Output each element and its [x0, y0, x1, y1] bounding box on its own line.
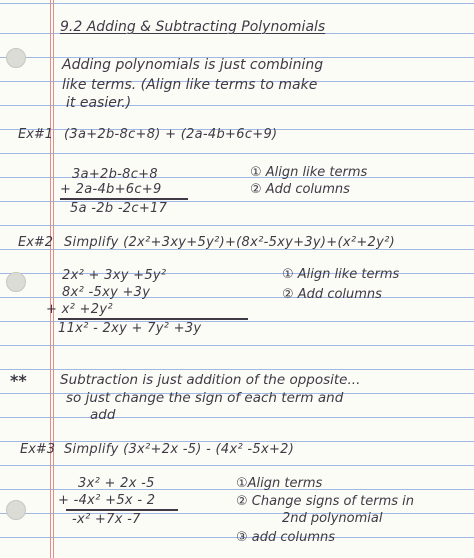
work-result: -x² +7x -7 — [72, 512, 141, 527]
example-problem: Simplify (2x²+3xy+5y²)+(8x²-5xy+3y)+(x²+2y²) — [64, 235, 395, 250]
margin-line — [50, 0, 51, 558]
binder-hole — [6, 272, 26, 292]
step: ①Align terms — [236, 476, 323, 491]
intro-line: Adding polynomials is just combining — [62, 57, 324, 73]
step: ① Align like terms — [250, 165, 368, 180]
example-label: Ex#3 — [20, 442, 56, 457]
work-row: 8x² -5xy +3y — [62, 285, 151, 300]
work-result: 11x² - 2xy + 7y² +3y — [58, 321, 202, 336]
step: ② Add columns — [282, 287, 382, 302]
note-marker: ** — [10, 371, 27, 390]
example-label: Ex#1 — [18, 127, 54, 142]
note-line: so just change the sign of each term and — [66, 390, 344, 406]
binder-hole — [6, 48, 26, 68]
work-row: 3a+2b-8c+8 — [72, 167, 158, 182]
intro-line: like terms. (Align like terms to make — [62, 77, 318, 93]
work-row: 3x² + 2x -5 — [78, 476, 155, 491]
example-problem: (3a+2b-8c+8) + (2a-4b+6c+9) — [64, 127, 278, 142]
step: ② Add columns — [250, 182, 350, 197]
step: 2nd polynomial — [282, 511, 383, 526]
sum-rule — [66, 509, 178, 511]
example-label: Ex#2 — [18, 235, 54, 250]
step: ③ add columns — [236, 530, 336, 545]
work-row: + 2a-4b+6c+9 — [60, 182, 162, 197]
example-problem: Simplify (3x²+2x -5) - (4x² -5x+2) — [64, 442, 295, 457]
work-row: + -4x² +5x - 2 — [58, 493, 156, 508]
work-row: + x² +2y² — [46, 302, 113, 317]
work-row: 2x² + 3xy +5y² — [62, 268, 167, 283]
margin-line — [53, 0, 54, 558]
sum-rule — [58, 318, 248, 320]
page-title: 9.2 Adding & Subtracting Polynomials — [60, 19, 326, 35]
note-line: Subtraction is just addition of the opposite... — [60, 372, 361, 388]
step: ② Change signs of terms in — [236, 494, 414, 509]
note-line: add — [90, 407, 116, 423]
intro-line: it easier.) — [66, 95, 132, 111]
work-result: 5a -2b -2c+17 — [70, 201, 168, 216]
binder-hole — [6, 500, 26, 520]
step: ① Align like terms — [282, 267, 400, 282]
sum-rule — [60, 198, 188, 200]
